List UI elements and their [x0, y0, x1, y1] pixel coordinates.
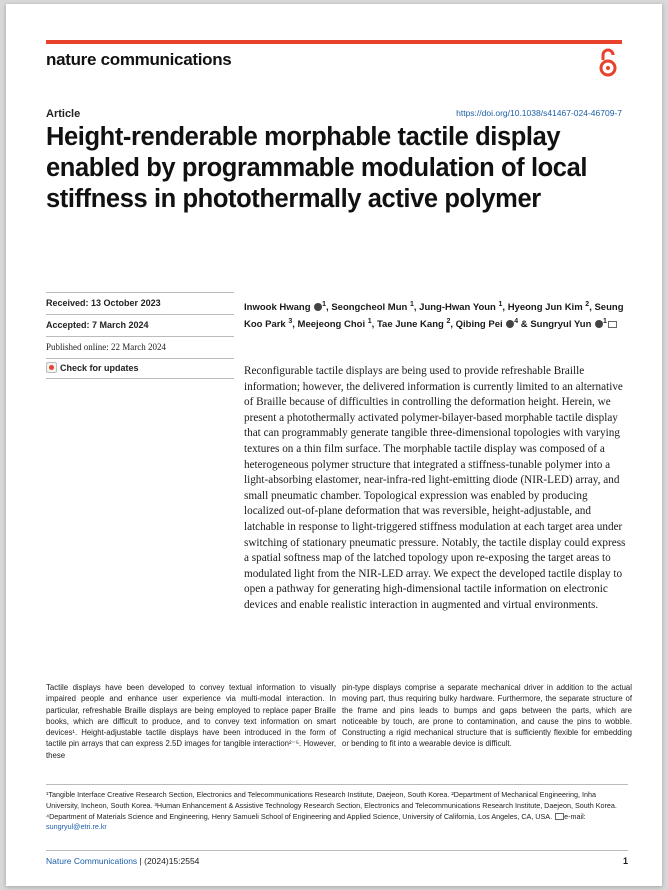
footer-citation: Nature Communications | (2024)15:2554 [46, 856, 200, 866]
received-date: Received: 13 October 2023 [46, 298, 161, 308]
author-list [244, 298, 624, 332]
author-separator: , [502, 302, 508, 314]
author-affiliation-number: 1 [603, 318, 607, 326]
orcid-icon[interactable] [314, 303, 322, 311]
meta-divider [46, 292, 234, 293]
affiliations: ¹Tangible Interface Creative Research Section, Electronics and Telecommunications Research Institute, Daejeon, South Korea. ²Department of Mechanical Engineering, Inha University, Incheon, South Korea. ³Human Enhancement & Assistive Technology Research Section, Electronics and Telecommunications Research Institute, Daejeon, South Korea. ⁴Department of Materials Science and Engineering, Henry Samueli School of Engineering and Applied Science, University of California, Los Angeles, CA, USA. e-mail: sungryul@etri.re.kr [46, 790, 617, 832]
footer-journal[interactable]: Nature Communications [46, 856, 138, 866]
author-affiliation-number: 3 [288, 318, 293, 326]
journal-accent-bar [46, 40, 622, 44]
author-affiliation-number: 1 [498, 301, 503, 308]
doi-link[interactable]: https://doi.org/10.1038/s41467-024-46709-7 [456, 108, 622, 118]
published-date: Published online: 22 March 2024 [46, 342, 166, 352]
author-affiliation-number: 2 [585, 301, 590, 308]
body-text-left: Tactile displays have been developed to convey textual information to visually impaired people and enhance user experience via multi-modal interaction. In particular, refreshable Braille displays are being employed to replace paper Braille books, which are difficult to produce, and to convey text information on smart devices¹. Height-adjustable tactile displays have been introduced in the form of tactile pin arrays that can express 2.5D images for tangible interaction²⁻⁵. However, these [46, 683, 336, 760]
author-separator: , [589, 302, 595, 314]
author-name: Inwook Hwang [244, 302, 314, 314]
author-separator: , [292, 319, 298, 331]
mail-icon[interactable] [608, 321, 617, 328]
article-type: Article [46, 108, 81, 120]
author-affiliation-number: 1 [409, 301, 414, 308]
meta-divider [46, 378, 234, 379]
check-for-updates-button[interactable]: Check for updates [46, 362, 139, 373]
author-separator: , [371, 319, 377, 331]
body-text-right: pin-type displays comprise a separate mechanical driver in addition to the actual moving part, thus requiring bulky hardware. Furthermore, the separate structure of the frame and pins leads to bumps and gaps between the parts, which are noticeable by touch, are prone to contamination, and cause the pins to wobble. Constructing a rigid mechanical structure that is sufficiently flexible for embedding or bending to fit into a wearable device is difficult. [342, 683, 632, 749]
orcid-icon[interactable] [595, 320, 603, 328]
footnote-divider [46, 784, 628, 785]
author-name: Hyeong Jun Kim [507, 302, 586, 314]
article-title: Height-renderable morphable tactile display enabled by programmable modulation of local stiffness in photothermally active polymer [46, 123, 588, 213]
author-name: Seongcheol Mun [331, 302, 410, 314]
author-name: Jung-Hwan Youn [419, 302, 499, 314]
meta-divider [46, 314, 234, 315]
author-affiliation-number: 1 [367, 318, 372, 326]
author-name: Meejeong Choi [297, 319, 368, 331]
author-separator: , [413, 302, 420, 314]
author-separator: & [518, 319, 531, 331]
author-name: Sungryul Yun [530, 319, 595, 331]
accepted-date: Accepted: 7 March 2024 [46, 320, 149, 330]
journal-name: nature communications [46, 50, 232, 69]
open-access-icon [598, 48, 618, 78]
author-name: Tae June Kang [376, 319, 447, 331]
author-separator: , [326, 302, 332, 314]
author-affiliation-number: 4 [514, 318, 519, 326]
author-name: Qibing Pei [455, 319, 506, 331]
author-name: Seung Koo Park [244, 302, 624, 331]
article-page [6, 4, 662, 886]
abstract: Reconfigurable tactile displays are being used to provide refreshable Braille information; however, the delivered information is currently limited to an alternative of Braille because of difficulties in controlling the deformation height. Herein, we present a photothermally activated polymer-bilayer-based morphable tactile display that can programmably generate tangible three-dimensional topologies with varying textures on a thin film surface. The morphable tactile display was composed of a heterogeneous polymer structure that integrated a stiffness-tunable polymer into a light-absorbing elastomer, near-infra-red light-emitting diode (NIR-LED) array, and small pneumatic chamber. Topological expression was enabled by producing localized out-of-plane deformation that was reversible, height-adjustable, and latchable in response to light-triggered stiffness modulation at each target area under switching of stationary pneumatic pressure. Notably, the tactile display could express a spatial softness map of the latched topology upon re-exposing the target areas to modulated light from the NIR-LED array. We expect the developed tactile display to open a pathway for generating high-dimensional tactile information on electronic devices and enable realistic interaction in augmented and virtual environments. [244, 365, 626, 611]
author-separator: , [450, 319, 456, 331]
meta-divider [46, 358, 234, 359]
mail-icon [555, 813, 564, 820]
author-affiliation-number: 1 [322, 301, 327, 308]
page-number: 1 [622, 856, 628, 866]
check-updates-icon [46, 362, 57, 373]
footer-divider [46, 850, 628, 851]
email-link[interactable]: sungryul@etri.re.kr [46, 822, 107, 832]
meta-divider [46, 336, 234, 337]
author-affiliation-number: 2 [446, 318, 451, 326]
